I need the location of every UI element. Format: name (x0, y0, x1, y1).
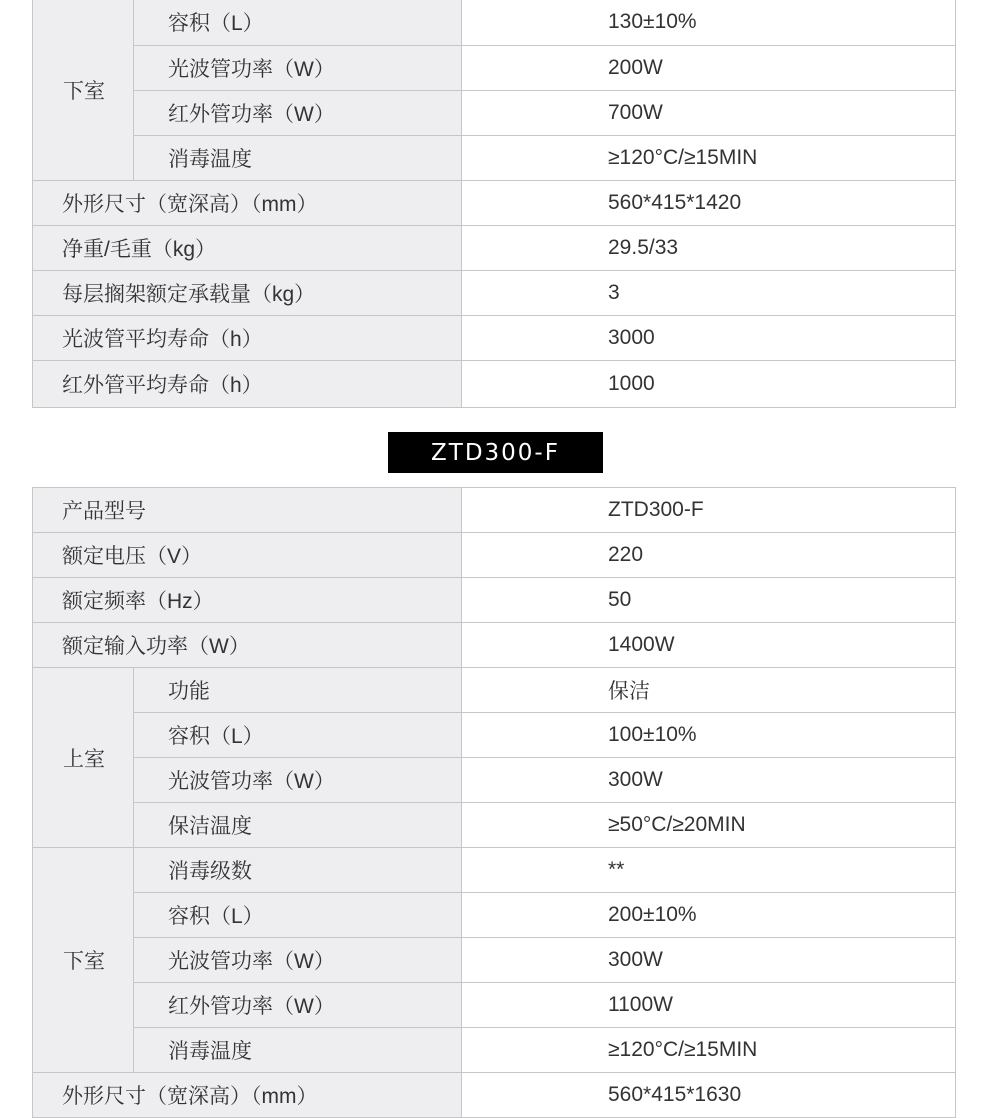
table-row (33, 803, 956, 848)
row-label: 每层搁架额定承载量（kg） (33, 271, 462, 316)
table-row (33, 46, 956, 91)
table-row (33, 578, 956, 623)
row-value: ** (462, 848, 956, 893)
row-label: 消毒级数 (134, 848, 462, 893)
table-row (33, 893, 956, 938)
table-row (33, 848, 956, 893)
row-label: 额定电压（V） (33, 533, 462, 578)
table-row (33, 488, 956, 533)
table-row (33, 623, 956, 668)
row-value: ≥50°C/≥20MIN (462, 803, 956, 848)
row-value: 300W (462, 938, 956, 983)
spec-table-2 (32, 487, 956, 1118)
model-banner: ZTD300-F (388, 432, 603, 473)
row-label: 红外管功率（W） (134, 91, 462, 136)
row-label: 光波管平均寿命（h） (33, 316, 462, 361)
row-label: 光波管功率（W） (134, 758, 462, 803)
row-label: 额定输入功率（W） (33, 623, 462, 668)
row-value: 560*415*1630 (462, 1073, 956, 1118)
group-label-upper: 上室 (33, 668, 134, 848)
row-value: ≥120°C/≥15MIN (462, 136, 956, 181)
row-value: 3 (462, 271, 956, 316)
row-value: 1100W (462, 983, 956, 1028)
row-value: 29.5/33 (462, 226, 956, 271)
row-label: 光波管功率（W） (134, 46, 462, 91)
table-row (33, 1028, 956, 1073)
row-value: 50 (462, 578, 956, 623)
table-row (33, 533, 956, 578)
table-row (33, 271, 956, 316)
spec-table-1 (32, 0, 956, 408)
row-label: 光波管功率（W） (134, 938, 462, 983)
row-label: 消毒温度 (134, 136, 462, 181)
table-row (33, 0, 956, 46)
table-row (33, 361, 956, 408)
row-value: 220 (462, 533, 956, 578)
table-row (33, 181, 956, 226)
row-value: 300W (462, 758, 956, 803)
row-label: 红外管功率（W） (134, 983, 462, 1028)
table-row (33, 668, 956, 713)
row-value: 560*415*1420 (462, 181, 956, 226)
row-value: 200±10% (462, 893, 956, 938)
row-value: 130±10% (462, 0, 956, 46)
row-label: 净重/毛重（kg） (33, 226, 462, 271)
group-label-lower: 下室 (33, 0, 134, 181)
table-row (33, 136, 956, 181)
row-value: 200W (462, 46, 956, 91)
row-label: 产品型号 (33, 488, 462, 533)
row-label: 容积（L） (134, 893, 462, 938)
table-row (33, 713, 956, 758)
row-label: 容积（L） (134, 713, 462, 758)
row-value: 保洁 (462, 668, 956, 713)
row-value: 1000 (462, 361, 956, 408)
row-label: 消毒温度 (134, 1028, 462, 1073)
table-row (33, 316, 956, 361)
table-row (33, 1073, 956, 1118)
table-row (33, 938, 956, 983)
row-value: 100±10% (462, 713, 956, 758)
row-label: 红外管平均寿命（h） (33, 361, 462, 408)
row-value: ≥120°C/≥15MIN (462, 1028, 956, 1073)
row-label: 保洁温度 (134, 803, 462, 848)
group-label-lower: 下室 (33, 848, 134, 1073)
row-label: 功能 (134, 668, 462, 713)
row-label: 外形尺寸（宽深高）（mm） (33, 1073, 462, 1118)
row-value: ZTD300-F (462, 488, 956, 533)
row-label: 额定频率（Hz） (33, 578, 462, 623)
row-value: 1400W (462, 623, 956, 668)
table-row (33, 758, 956, 803)
row-value: 3000 (462, 316, 956, 361)
row-value: 700W (462, 91, 956, 136)
table-row (33, 226, 956, 271)
table-row (33, 91, 956, 136)
row-label: 容积（L） (134, 0, 462, 46)
table-row (33, 983, 956, 1028)
row-label: 外形尺寸（宽深高）（mm） (33, 181, 462, 226)
